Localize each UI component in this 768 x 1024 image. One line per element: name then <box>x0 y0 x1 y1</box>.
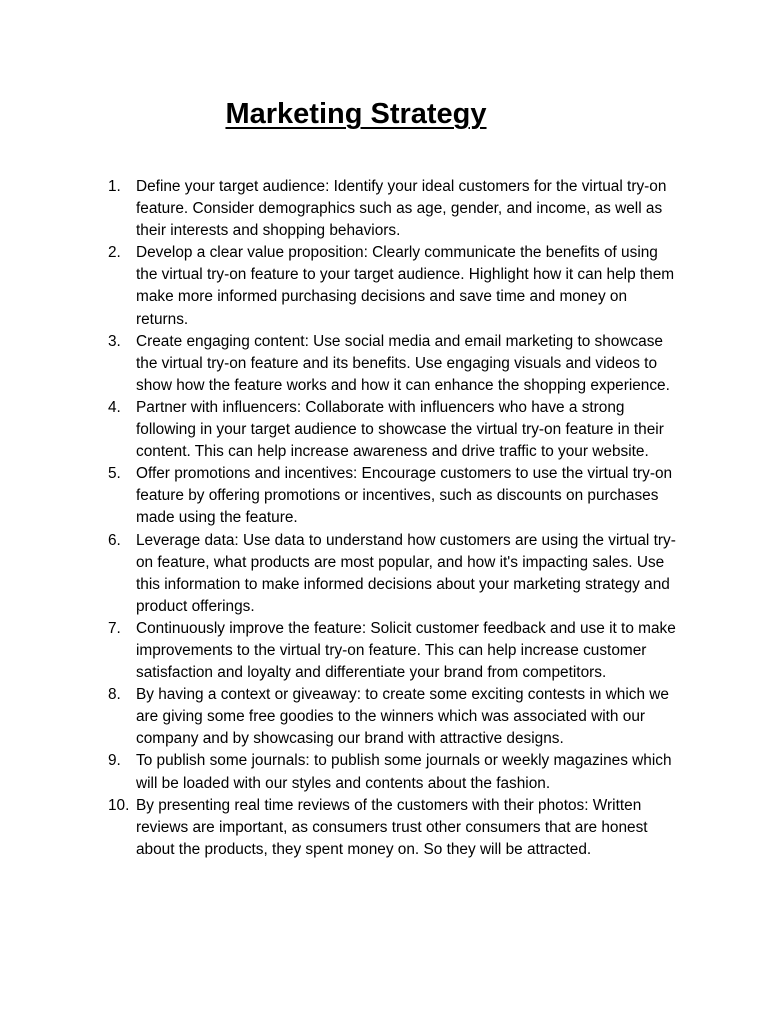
list-item <box>108 530 680 618</box>
list-item-text: Define your target audience: Identify your ideal customers for the virtual try-on feature. Consider demographics such as age, gender, and income, as well as their interests and shopping behaviors. <box>136 178 667 240</box>
list-item-text: Continuously improve the feature: Solicit customer feedback and use it to make improvements to the virtual try-on feature. This can help increase customer satisfaction and loyalty and differentiate your brand from competitors. <box>136 619 676 682</box>
list-item-text: To publish some journals: to publish some journals or weekly magazines which will be loaded with our styles and contents about the fashion. <box>136 752 672 792</box>
list-item-text: Leverage data: Use data to understand how customers are using the virtual try-on feature, what products are most popular, and how it's impacting sales. Use this information to make informed decisions about your marketing strategy and product offerings. <box>136 531 676 615</box>
list-item <box>108 618 680 684</box>
list-item-text: Offer promotions and incentives: Encourage customers to use the virtual try-on feature by offering promotions or incentives, such as discounts on purchases made using the feature. <box>136 465 673 527</box>
list-item-number: 9. <box>108 752 121 770</box>
list-item-text: Partner with influencers: Collaborate with influencers who have a strong following in your target audience to showcase the virtual try-on feature in their content. This can help increase awareness and drive traffic to your website. <box>136 398 664 461</box>
list-item-number: 4. <box>108 398 121 416</box>
list-item-text: By having a context or giveaway: to create some exciting contests in which we are giving some free goodies to the winners which was associated with our company and by showcasing our brand with attractive designs. <box>136 686 669 748</box>
strategy-list <box>108 176 680 861</box>
list-item-text: Create engaging content: Use social media and email marketing to showcase the virtual try-on feature and its benefits. Use engaging visuals and videos to show how the feature works and how it can enhance the shopping experience. <box>136 332 670 394</box>
list-item <box>108 397 680 463</box>
list-item-number: 7. <box>108 619 121 637</box>
list-item-number: 1. <box>108 178 121 195</box>
list-item <box>108 176 680 242</box>
page-title: Marketing Strategy <box>225 98 487 130</box>
list-item-number: 8. <box>108 686 121 704</box>
list-item <box>108 463 680 529</box>
list-item-number: 6. <box>108 531 121 549</box>
list-item-number: 10. <box>108 796 130 814</box>
list-item <box>108 684 680 750</box>
list-item-text: By presenting real time reviews of the customers with their photos: Written reviews are important, as consumers trust other consumers that are honest about the products, they spent money on. So they will be attracted. <box>136 796 648 858</box>
list-item-number: 5. <box>108 465 121 483</box>
list-item-number: 3. <box>108 332 121 350</box>
list-item <box>108 750 680 794</box>
list-item <box>108 795 680 861</box>
list-item-text: Develop a clear value proposition: Clearly communicate the benefits of using the virtual try-on feature to your target audience. Highlight how it can help them make more informed purchasing decisions and save time and money on returns. <box>136 244 675 328</box>
list-item <box>108 242 680 330</box>
list-item <box>108 331 680 397</box>
list-item-number: 2. <box>108 244 121 262</box>
